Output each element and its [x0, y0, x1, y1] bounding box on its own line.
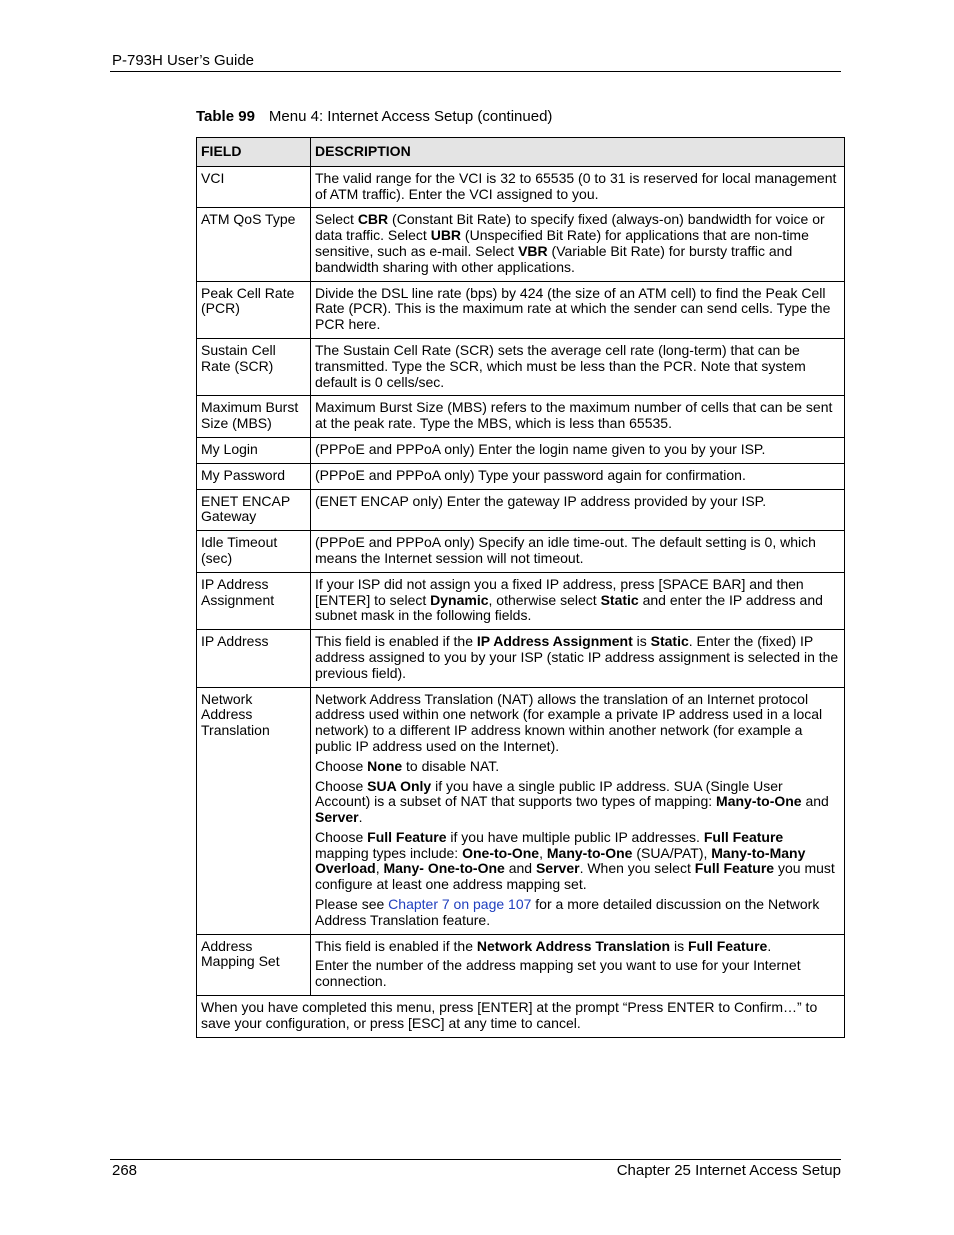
table-row	[197, 934, 845, 995]
text-run: Choose	[315, 828, 368, 845]
bold-term: None	[367, 757, 403, 774]
field-description	[311, 630, 845, 687]
header-rule	[110, 71, 841, 72]
text-run: Select	[315, 211, 358, 228]
field-description-table	[196, 137, 845, 1038]
text-run: is	[670, 937, 688, 954]
page-number: 268	[112, 1162, 138, 1179]
field-description	[311, 531, 845, 573]
bold-term: UBR	[430, 227, 462, 244]
description-paragraph	[315, 400, 840, 432]
table-row	[197, 531, 845, 573]
field-name: ENET ENCAP Gateway	[197, 489, 311, 531]
description-paragraph	[315, 212, 840, 275]
table-row	[197, 396, 845, 438]
text-run: and	[504, 860, 536, 877]
table-caption	[196, 108, 552, 125]
field-name: My Login	[197, 437, 311, 463]
bold-term: IP Address Assignment	[476, 633, 633, 650]
field-description	[311, 166, 845, 208]
table-row	[197, 338, 845, 395]
table-row	[197, 281, 845, 338]
text-run: and	[801, 793, 829, 810]
field-description	[311, 463, 845, 489]
text-run: if you have multiple public IP addresses.	[446, 828, 704, 845]
description-paragraph	[315, 958, 840, 990]
table-caption-label: Table 99	[196, 108, 255, 125]
bold-term: Server	[535, 860, 580, 877]
description-paragraph	[315, 939, 840, 955]
field-name: Sustain Cell Rate (SCR)	[197, 338, 311, 395]
text-run: to disable NAT.	[402, 757, 500, 774]
chapter-title: Chapter 25 Internet Access Setup	[616, 1162, 841, 1179]
field-name: Address Mapping Set	[197, 934, 311, 995]
field-description	[311, 489, 845, 531]
bold-term: CBR	[357, 211, 389, 228]
description-paragraph	[315, 286, 840, 333]
column-header-field: FIELD	[197, 138, 311, 167]
bold-term: Many-to-One	[546, 844, 633, 861]
description-paragraph	[315, 577, 840, 624]
text-run: ,	[539, 844, 547, 861]
text-run: . When you select	[579, 860, 695, 877]
table-header-row	[197, 138, 845, 167]
text-run: This field is enabled if the	[315, 633, 477, 650]
field-description	[311, 572, 845, 629]
description-paragraph	[315, 442, 840, 458]
field-name: IP Address	[197, 630, 311, 687]
text-run: Please see	[315, 896, 389, 913]
field-name: Network Address Translation	[197, 687, 311, 934]
text-run: The Sustain Cell Rate (SCR) sets the average cell rate (long-term) that can be transmitted. Type the SCR, which must be less than the PCR. Note that system default is 0 cells/sec.	[315, 341, 806, 390]
bold-term: Static	[650, 633, 689, 650]
field-description	[311, 281, 845, 338]
description-paragraph	[315, 468, 840, 484]
description-paragraph	[315, 830, 840, 893]
bold-term: Dynamic	[430, 591, 489, 608]
description-paragraph	[315, 343, 840, 390]
bold-term: Many-to-One	[716, 793, 802, 810]
text-run: , otherwise select	[488, 591, 601, 608]
chapter-link[interactable]: Chapter 7 on page 107	[388, 896, 532, 913]
text-run: (PPPoE and PPPoA only) Specify an idle time-out. The default setting is 0, which means the Internet session will not timeout.	[315, 534, 816, 566]
text-run: (PPPoE and PPPoA only) Enter the login name given to you by your ISP.	[315, 440, 766, 457]
table-row	[197, 166, 845, 208]
text-run: and enter the IP address and subnet mask in the following fields.	[315, 591, 823, 624]
text-run: (PPPoE and PPPoA only) Type your password again for confirmation.	[315, 466, 746, 483]
bold-term: Static	[600, 591, 639, 608]
text-run: for a more detailed discussion on the Network Address Translation feature.	[315, 896, 820, 928]
table-row	[197, 630, 845, 687]
text-run: Divide the DSL line rate (bps) by 424 (the size of an ATM cell) to find the Peak Cell Rate (PCR). This is the maximum rate at which the sender can send cells. Type the PCR here.	[315, 284, 831, 333]
text-run: .	[767, 937, 772, 954]
text-run: (Variable Bit Rate) for bursty traffic and bandwidth sharing with other applications.	[315, 242, 793, 275]
text-run: (Unspecified Bit Rate) for applications that are non-time sensitive, such as e-mail. Select	[315, 227, 809, 259]
bold-term: One-to-One	[462, 844, 540, 861]
text-run: Enter the number of the address mapping set you want to use for your Internet connection.	[315, 957, 801, 990]
text-run: Network Address Translation (NAT) allows the translation of an Internet protocol address used within one network (for example a private IP address used in a local network) to a different IP address known within another network (for example a public IP address used on the Internet).	[315, 690, 823, 754]
field-name: My Password	[197, 463, 311, 489]
text-run: is	[632, 633, 651, 650]
table-row	[197, 687, 845, 934]
text-run: .	[358, 809, 363, 826]
description-paragraph	[315, 634, 840, 681]
table-row	[197, 463, 845, 489]
table-row	[197, 572, 845, 629]
bold-term: Many- One-to-One	[383, 860, 505, 877]
description-paragraph	[315, 692, 840, 755]
text-run: Choose	[315, 757, 368, 774]
text-run: Choose	[315, 777, 368, 794]
text-run: This field is enabled if the	[315, 937, 477, 954]
bold-term: Full Feature	[694, 860, 775, 877]
field-description	[311, 687, 845, 934]
column-header-description: DESCRIPTION	[311, 138, 845, 167]
bold-term: Network Address Translation	[476, 937, 671, 954]
text-run: If your ISP did not assign you a fixed IP address, press [SPACE BAR] and then [ENTER] to select	[315, 575, 804, 608]
field-description	[311, 934, 845, 995]
running-header: P-793H User’s Guide	[112, 52, 255, 69]
text-run: mapping types include:	[315, 844, 463, 861]
bold-term: Full Feature	[367, 828, 447, 845]
bold-term: Full Feature	[703, 828, 784, 845]
description-paragraph	[315, 779, 840, 826]
table-row	[197, 437, 845, 463]
table-caption-text: Menu 4: Internet Access Setup (continued)	[268, 108, 553, 125]
field-description	[311, 208, 845, 281]
bold-term: Many-to-Many Overload	[315, 844, 806, 877]
field-name: VCI	[197, 166, 311, 208]
text-run: (SUA/PAT),	[632, 844, 712, 861]
text-run: if you have a single public IP address. SUA (Single User Account) is a subset of NAT that supports two types of mapping:	[315, 777, 783, 810]
description-paragraph	[315, 171, 840, 203]
field-name: Maximum Burst Size (MBS)	[197, 396, 311, 438]
bold-term: Server	[315, 809, 359, 826]
text-run: ,	[375, 860, 384, 877]
closing-note: When you have completed this menu, press [ENTER] at the prompt “Press ENTER to Confirm…” to save your configuration, or press [ESC] at any time to cancel.	[197, 996, 845, 1038]
table-row	[197, 489, 845, 531]
text-run: (ENET ENCAP only) Enter the gateway IP address provided by your ISP.	[315, 492, 767, 509]
field-description	[311, 396, 845, 438]
table-row	[197, 208, 845, 281]
field-description	[311, 338, 845, 395]
field-name: Peak Cell Rate (PCR)	[197, 281, 311, 338]
text-run: you must configure at least one address mapping set.	[315, 860, 835, 893]
text-run: The valid range for the VCI is 32 to 65535 (0 to 31 is reserved for local management of ATM traffic). Enter the VCI assigned to you.	[315, 169, 837, 202]
bold-term: Full Feature	[687, 937, 768, 954]
field-name: ATM QoS Type	[197, 208, 311, 281]
bold-term: VBR	[518, 242, 548, 259]
bold-term: SUA Only	[367, 777, 432, 794]
closing-row	[197, 996, 845, 1038]
description-paragraph	[315, 897, 840, 929]
field-name: Idle Timeout (sec)	[197, 531, 311, 573]
description-paragraph	[315, 494, 840, 510]
text-run: . Enter the (fixed) IP address assigned to you by your ISP (static IP address assignment is selected in the previous field).	[315, 633, 839, 681]
field-name: IP Address Assignment	[197, 572, 311, 629]
description-paragraph	[315, 759, 840, 775]
text-run: Maximum Burst Size (MBS) refers to the maximum number of cells that can be sent at the peak rate. Type the MBS, which is less than 65535.	[315, 399, 833, 432]
table-body	[197, 166, 845, 995]
description-paragraph	[315, 535, 840, 567]
footer-rule	[110, 1159, 841, 1160]
field-description	[311, 437, 845, 463]
text-run: (Constant Bit Rate) to specify fixed (always-on) bandwidth for voice or data traffic. Select	[315, 211, 825, 244]
